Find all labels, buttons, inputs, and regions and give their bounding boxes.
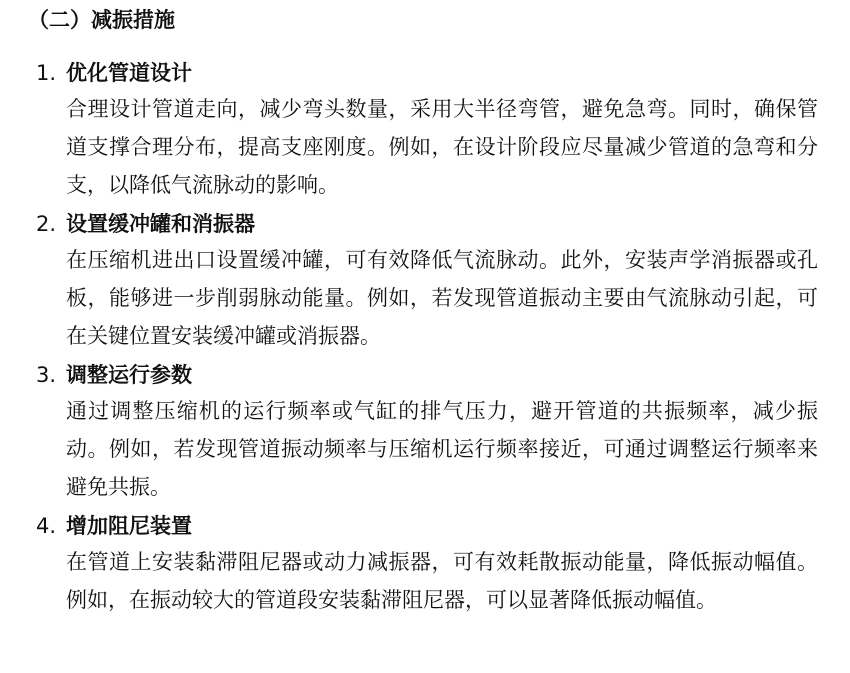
list-item-4 [36, 509, 826, 619]
item-title: 设置缓冲罐和消振器 [66, 212, 255, 236]
item-number: 4. [36, 514, 57, 538]
item-paragraph: 在管道上安装黏滞阻尼器或动力减振器，可有效耗散振动能量，降低振动幅值。例如，在振动较大的管道段安装黏滞阻尼器，可以显著降低振动幅值。 [66, 550, 818, 612]
section-title: （二）减振措施 [28, 8, 175, 32]
item-number: 2. [36, 212, 57, 236]
item-number: 1. [36, 61, 57, 85]
item-heading [36, 358, 826, 392]
item-number: 3. [36, 363, 57, 387]
item-heading [36, 56, 826, 90]
item-paragraph: 通过调整压缩机的运行频率或气缸的排气压力，避开管道的共振频率，减少振动。例如，若发现管道振动频率与压缩机运行频率接近，可通过调整运行频率来避免共振。 [66, 399, 818, 499]
item-paragraph: 合理设计管道走向，减少弯头数量，采用大半径弯管，避免急弯。同时，确保管道支撑合理分布，提高支座刚度。例如，在设计阶段应尽量减少管道的急弯和分支，以降低气流脉动的影响。 [66, 97, 818, 197]
item-title: 优化管道设计 [66, 61, 192, 85]
list-item-1 [36, 56, 826, 204]
item-title: 增加阻尼装置 [66, 514, 192, 538]
item-heading [36, 509, 826, 543]
item-title: 调整运行参数 [66, 363, 192, 387]
item-heading [36, 207, 826, 241]
list-item-2 [36, 207, 826, 355]
list-item-3 [36, 358, 826, 506]
item-paragraph: 在压缩机进出口设置缓冲罐，可有效降低气流脉动。此外，安装声学消振器或孔板，能够进一步削弱脉动能量。例如，若发现管道振动主要由气流脉动引起，可在关键位置安装缓冲罐或消振器。 [66, 248, 818, 348]
